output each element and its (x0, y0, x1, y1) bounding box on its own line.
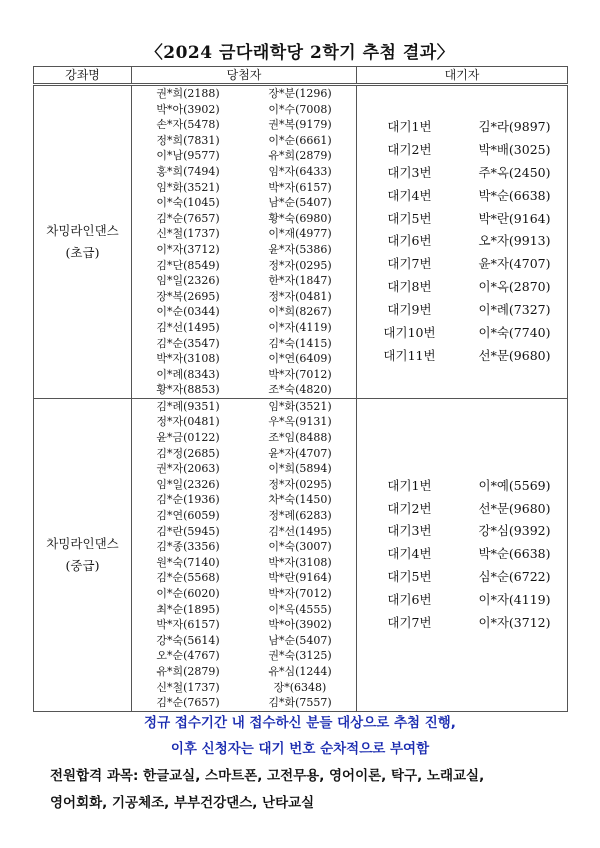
winner-row (132, 304, 356, 320)
winner-name: 정*자(0481) (156, 415, 220, 429)
waitlist-row (357, 185, 567, 208)
winner-name: 권*희(2188) (156, 87, 220, 100)
winner-name: 원*숙(7140) (156, 555, 220, 569)
winner-name: 이*숙(3007) (268, 540, 332, 554)
winner-name: 김*종(3356) (156, 540, 220, 554)
waitlist-number: 대기3번 (387, 164, 432, 180)
winner-row (132, 648, 356, 664)
waitlist-row (357, 299, 567, 322)
winner-name: 이*례(8343) (156, 367, 220, 381)
winner-name: 김*정(2685) (156, 446, 220, 460)
winner-name: 유*심(1244) (268, 664, 332, 678)
winner-row (132, 102, 356, 118)
winner-name: 김*순(3547) (156, 336, 220, 350)
winner-name: 박*자(7012) (268, 587, 332, 600)
winner-name: 정*자(0295) (268, 258, 332, 272)
waitlist-name: 선*문(9680) (478, 347, 551, 363)
winner-name: 권*복(9179) (268, 118, 332, 132)
winner-row (132, 399, 356, 415)
winner-name: 남*순(5407) (268, 196, 332, 210)
waitlist-row (357, 498, 567, 521)
winner-name: 박*아(3902) (156, 102, 220, 116)
winner-name: 윤*자(4707) (268, 446, 332, 460)
waitlist-name: 박*순(6638) (478, 187, 551, 203)
winner-row (132, 195, 356, 211)
waitlist-cell (357, 85, 568, 399)
winner-row (132, 164, 356, 180)
winner-row (132, 382, 356, 398)
waitlist-row (357, 116, 567, 139)
winner-name: 최*순(1895) (156, 602, 220, 616)
winner-name: 황*자(8853) (156, 383, 220, 397)
course-level: (초급) (65, 244, 100, 260)
winner-name: 박*아(3902) (268, 618, 332, 632)
waitlist-cell (357, 398, 568, 711)
winner-row (132, 226, 356, 242)
winner-name: 우*옥(9131) (268, 415, 332, 429)
winner-name: 이*자(4119) (268, 320, 332, 334)
winner-row (132, 524, 356, 540)
waitlist-row (357, 276, 567, 299)
waitlist-name: 이*옥(2870) (478, 279, 551, 295)
winner-name: 김*순(1936) (156, 493, 220, 507)
winner-row (132, 133, 356, 149)
waitlist-name: 오*자(9913) (478, 233, 551, 249)
course-name: 차밍라인댄스 (46, 535, 119, 551)
waitlist-row (357, 566, 567, 589)
notice-line-1: 정규 접수기간 내 접수하신 분들 대상으로 추첨 진행, (144, 715, 456, 731)
header-course: 강좌명 (34, 67, 132, 85)
winner-name: 정*례(6283) (268, 509, 332, 523)
waitlist-name: 주*옥(2450) (478, 164, 551, 180)
winner-name: 권*자(2063) (156, 462, 220, 476)
winner-row (132, 430, 356, 446)
winner-row (132, 555, 356, 571)
results-table (33, 66, 568, 712)
waitlist-row (357, 345, 567, 368)
waitlist-number: 대기5번 (387, 210, 432, 226)
waitlist-row (357, 322, 567, 345)
winner-name: 권*숙(3125) (268, 649, 332, 663)
winner-row (132, 414, 356, 430)
winner-name: 김*례(9351) (156, 399, 220, 413)
winner-name: 신*철(1737) (156, 680, 220, 694)
winner-row (132, 289, 356, 305)
waitlist-name: 윤*자(4707) (478, 256, 551, 272)
winner-row (132, 446, 356, 462)
waitlist-number: 대기8번 (387, 279, 432, 295)
winner-name: 오*순(4767) (156, 649, 220, 663)
waitlist-number: 대기1번 (387, 477, 432, 493)
waitlist-name: 이*예(5569) (478, 477, 551, 493)
winner-row (132, 539, 356, 555)
winner-row (132, 617, 356, 633)
waitlist-name: 박*배(3025) (478, 141, 551, 157)
waitlist-name: 선*문(9680) (478, 500, 551, 516)
waitlist-number: 대기6번 (387, 592, 432, 608)
course-section (34, 85, 568, 399)
waitlist-name: 이*숙(7740) (478, 325, 551, 341)
winner-name: 김*선(1495) (268, 524, 332, 538)
winner-name: 차*숙(1450) (268, 493, 332, 507)
winner-row (132, 492, 356, 508)
winner-name: 이*희(8267) (268, 305, 332, 319)
winner-name: 이*순(6661) (268, 133, 332, 147)
winner-name: 박*자(3108) (268, 555, 332, 569)
winner-row (132, 320, 356, 336)
waitlist-number: 대기1번 (387, 119, 432, 135)
winner-name: 한*자(1847) (268, 274, 332, 288)
winner-name: 이*순(0344) (156, 305, 220, 319)
waitlist-number: 대기5번 (387, 569, 432, 585)
winner-name: 김*단(8549) (156, 258, 220, 272)
winner-name: 이*연(6409) (268, 352, 332, 366)
winner-name: 박*자(6157) (268, 180, 332, 194)
winner-name: 이*희(5894) (268, 462, 332, 476)
course-cell (34, 85, 132, 399)
winner-row (132, 477, 356, 493)
winner-name: 장*분(1296) (268, 87, 332, 100)
waitlist-number: 대기4번 (387, 546, 432, 562)
winner-name: 김*란(5945) (156, 524, 220, 538)
winner-name: 이*자(3712) (156, 242, 220, 256)
waitlist-number: 대기7번 (387, 615, 432, 631)
waitlist-number: 대기10번 (383, 325, 436, 341)
winner-name: 이*숙(1045) (156, 196, 220, 210)
winners-cell (132, 398, 357, 711)
winner-name: 임*화(3521) (268, 399, 332, 413)
waitlist-number: 대기6번 (387, 233, 432, 249)
course-section (34, 398, 568, 711)
winner-name: 김*순(7657) (156, 696, 220, 710)
winner-name: 김*화(7557) (268, 696, 332, 710)
winner-name: 황*숙(6980) (268, 211, 332, 225)
notice-line-2: 이후 신청자는 대기 번호 순차적으로 부여함 (170, 741, 430, 757)
winners-cell (132, 85, 357, 399)
winner-name: 윤*금(0122) (156, 431, 220, 445)
winner-name: 이*남(9577) (156, 149, 220, 163)
waitlist-row (357, 475, 567, 498)
page-title: 〈2024 금다래학당 2학기 추첨 결과〉 (145, 43, 455, 63)
waitlist-name: 김*라(9897) (478, 119, 551, 135)
course-name: 차밍라인댄스 (46, 222, 119, 238)
header-waitlist: 대기자 (357, 67, 568, 85)
winner-name: 홍*희(7494) (156, 164, 220, 178)
winner-name: 장*(6348) (273, 680, 327, 694)
winner-name: 정*자(0481) (268, 289, 332, 303)
waitlist-name: 박*란(9164) (478, 210, 551, 226)
winner-row (132, 180, 356, 196)
winner-name: 이*수(7008) (268, 102, 332, 116)
course-level: (중급) (65, 557, 100, 573)
winner-row (132, 336, 356, 352)
winner-name: 조*숙(4820) (268, 383, 332, 397)
winner-name: 이*옥(4555) (268, 602, 332, 616)
winner-name: 박*란(9164) (268, 571, 332, 585)
waitlist-row (357, 208, 567, 231)
header-winners: 당첨자 (132, 67, 357, 85)
winner-name: 조*임(8488) (268, 431, 332, 445)
waitlist-name: 심*순(6722) (478, 569, 551, 585)
winner-row (132, 602, 356, 618)
winner-name: 이*순(6020) (156, 587, 220, 600)
waitlist-name: 강*심(9392) (478, 523, 551, 539)
waitlist-number: 대기2번 (387, 141, 432, 157)
waitlist-number: 대기11번 (383, 347, 436, 363)
waitlist-row (357, 520, 567, 543)
waitlist-number: 대기3번 (387, 523, 432, 539)
winner-name: 남*순(5407) (268, 633, 332, 647)
winner-name: 윤*자(5386) (268, 242, 332, 256)
winner-row (132, 461, 356, 477)
waitlist-row (357, 612, 567, 635)
waitlist-name: 이*자(4119) (478, 592, 551, 608)
winner-name: 유*희(2879) (268, 149, 332, 163)
waitlist-name: 이*자(3712) (478, 615, 551, 631)
winner-name: 신*철(1737) (156, 227, 220, 241)
winner-row (132, 117, 356, 133)
waitlist-number: 대기7번 (387, 256, 432, 272)
pass-line-2: 영어회화, 기공체조, 부부건강댄스, 난타교실 (50, 795, 315, 811)
winner-row (132, 211, 356, 227)
winner-row (132, 633, 356, 649)
winner-name: 정*자(0295) (268, 477, 332, 491)
course-cell (34, 398, 132, 711)
table-header-row (34, 67, 568, 85)
winner-name: 김*연(6059) (156, 509, 220, 523)
waitlist-row (357, 253, 567, 276)
winner-row (132, 680, 356, 696)
winner-name: 임*일(2326) (156, 477, 220, 491)
winner-name: 임*자(6433) (268, 164, 332, 178)
waitlist-row (357, 139, 567, 162)
winner-row (132, 242, 356, 258)
winner-name: 김*순(7657) (156, 211, 220, 225)
winner-row (132, 508, 356, 524)
winner-name: 손*자(5478) (156, 118, 220, 132)
winner-name: 정*희(7831) (156, 133, 220, 147)
winner-name: 이*재(4977) (268, 227, 332, 241)
winner-row (132, 273, 356, 289)
winner-name: 김*순(5568) (156, 571, 220, 585)
waitlist-row (357, 162, 567, 185)
winner-name: 김*숙(1415) (268, 336, 332, 350)
winner-name: 장*복(2695) (156, 289, 220, 303)
winner-row (132, 570, 356, 586)
winner-row (132, 86, 356, 102)
winner-row (132, 664, 356, 680)
waitlist-row (357, 543, 567, 566)
waitlist-row (357, 589, 567, 612)
waitlist-number: 대기9번 (387, 302, 432, 318)
winner-name: 김*선(1495) (156, 320, 220, 334)
winner-row (132, 695, 356, 711)
winner-row (132, 258, 356, 274)
winner-name: 강*숙(5614) (156, 633, 220, 647)
waitlist-name: 박*순(6638) (478, 546, 551, 562)
winner-name: 박*자(3108) (156, 352, 220, 366)
pass-line-1: 전원합격 과목: 한글교실, 스마트폰, 고전무용, 영어이론, 탁구, 노래교실, (50, 768, 485, 784)
winner-name: 임*화(3521) (156, 180, 220, 194)
waitlist-name: 이*례(7327) (478, 302, 551, 318)
winner-name: 유*희(2879) (156, 664, 220, 678)
winner-row (132, 351, 356, 367)
winner-name: 임*일(2326) (156, 274, 220, 288)
winner-row (132, 586, 356, 602)
winner-name: 박*자(7012) (268, 367, 332, 381)
waitlist-row (357, 230, 567, 253)
winner-row (132, 148, 356, 164)
winner-row (132, 367, 356, 383)
waitlist-number: 대기4번 (387, 187, 432, 203)
winner-name: 박*자(6157) (156, 618, 220, 632)
waitlist-number: 대기2번 (387, 500, 432, 516)
